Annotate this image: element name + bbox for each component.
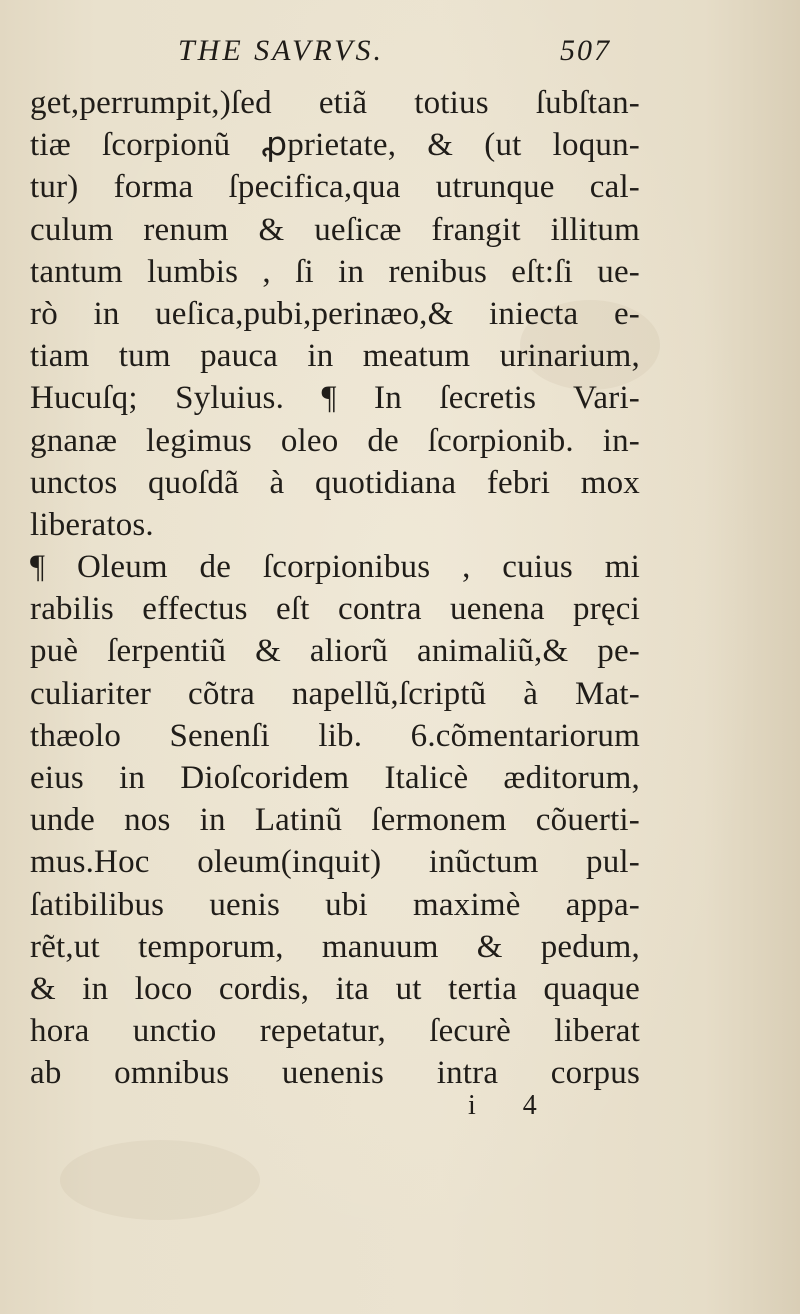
- text-line: rò in ueſica,pubi,perinæo,& iniecta e-: [30, 295, 640, 332]
- page-header: [0, 30, 800, 76]
- signature-mark: i 4: [468, 1090, 557, 1121]
- text-line: thæolo Senenſi lib. 6.cõmentariorum: [30, 717, 640, 754]
- text-line: tiam tum pauca in meatum urinarium,: [30, 338, 640, 375]
- page-footer: [0, 1090, 800, 1130]
- text-line: culiariter cõtra napellũ,ſcriptũ à Mat-: [30, 675, 640, 712]
- text-line: rabilis effectus eſt contra uenena pręci: [30, 591, 640, 628]
- text-line: mus.Hoc oleum(inquit) inũctum pul-: [30, 844, 640, 881]
- text-line: rẽt,ut temporum, manuum & pedum,: [30, 928, 640, 965]
- text-line: gnanæ legimus oleo de ſcorpionib. in-: [30, 422, 640, 459]
- page-number: 507: [560, 34, 611, 67]
- text-line: ſatibilibus uenis ubi maximè appa-: [30, 886, 640, 923]
- body-text: [30, 82, 640, 1095]
- text-line: culum renum & ueſicæ frangit illitum: [30, 211, 640, 248]
- text-line: eius in Dioſcoridem Italicè æditorum,: [30, 760, 640, 796]
- text-line: ¶ Oleum de ſcorpionibus , cuius mi: [30, 549, 640, 586]
- text-line: unctos quoſdã à quotidiana febri mox: [30, 464, 640, 501]
- text-line: puè ſerpentiũ & aliorũ animaliũ,& pe-: [30, 633, 640, 670]
- text-line: tur) forma ſpecifica,qua utrunque cal-: [30, 169, 640, 206]
- text-line: hora unctio repetatur, ſecurè liberat: [30, 1013, 640, 1050]
- running-head: THE SAVRVS.: [178, 34, 384, 67]
- text-line: unde nos in Latinũ ſermonem cõuerti-: [30, 802, 640, 839]
- text-line: & in loco cordis, ita ut tertia quaque: [30, 970, 640, 1007]
- text-line: liberatos.: [30, 506, 154, 543]
- text-line: Hucuſq; Syluius. ¶ In ſecretis Vari-: [30, 380, 640, 417]
- text-line: get,perrumpit,)ſed etiã totius ſubſtan-: [30, 85, 640, 121]
- text-line: tiæ ſcorpionũ ꝓprietate, & (ut loqun-: [30, 127, 640, 164]
- text-line: ab omnibus uenenis intra corpus: [30, 1055, 640, 1092]
- text-line: tantum lumbis , ſi in renibus eſt:ſi ue-: [30, 253, 640, 290]
- paper-stain: [60, 1140, 260, 1220]
